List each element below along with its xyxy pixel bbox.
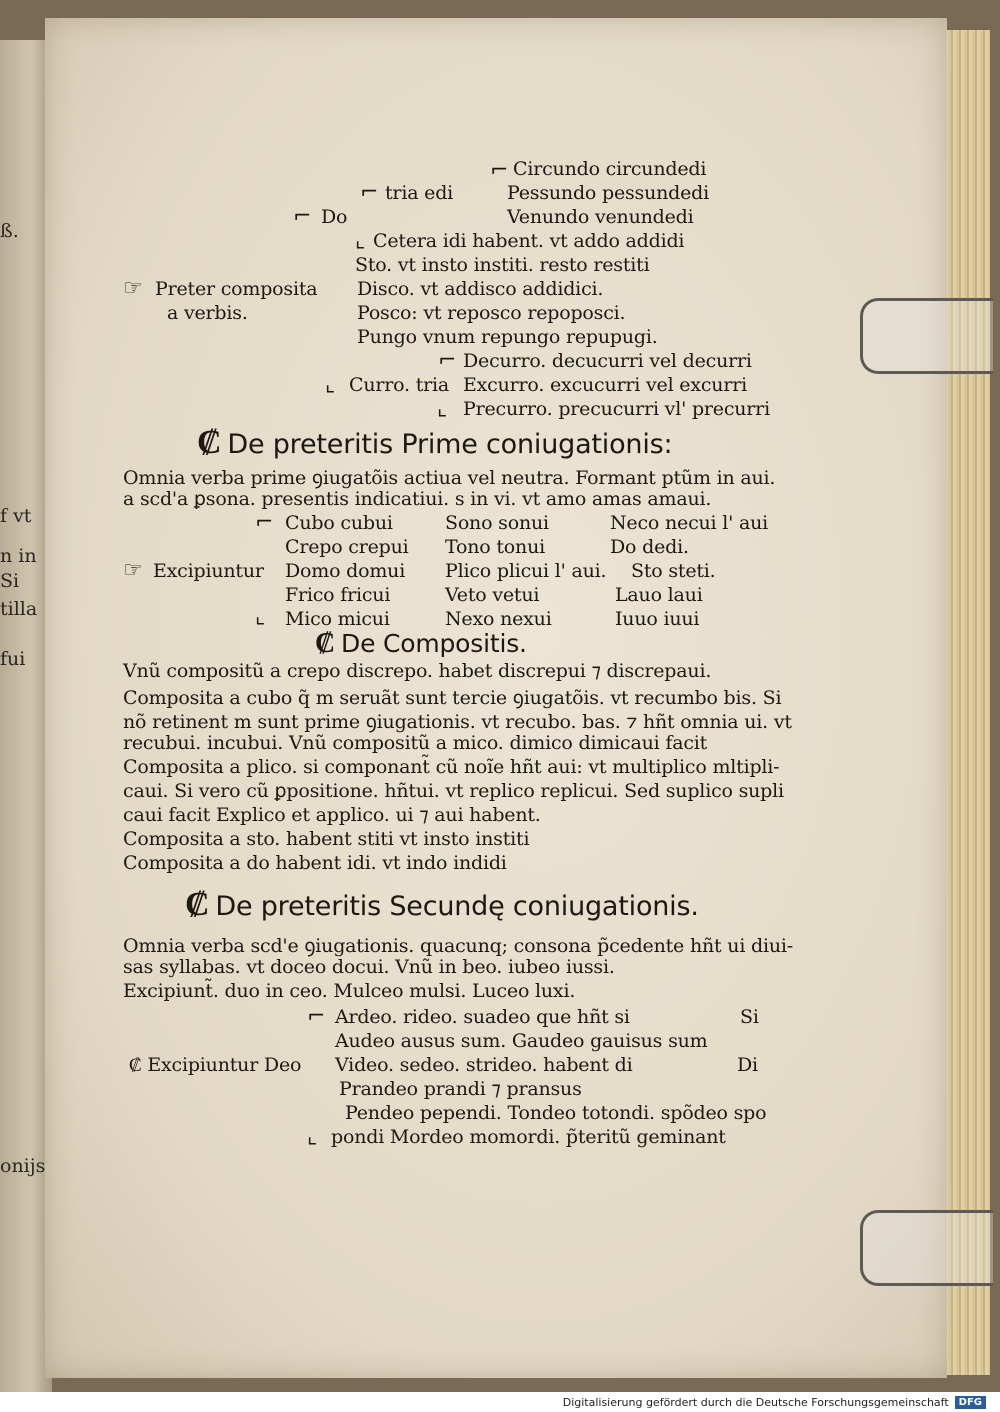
brace-icon: ⌐	[360, 180, 379, 205]
footer-bar	[0, 1392, 1000, 1412]
left-page-fragment: ß.	[0, 220, 19, 242]
pilcrow-icon: ₡	[315, 626, 336, 659]
left-page-fragment: Si	[0, 570, 20, 592]
secunde-line: Excipiunt̃. duo in ceo. Mulceo mulsi. Luceo luxi.	[123, 980, 576, 1002]
page-clip-top	[860, 298, 993, 374]
heading-text: De preteritis Secundę coniugationis.	[215, 891, 699, 922]
verb-line: Disco. vt addisco addidici.	[357, 278, 604, 300]
dfg-logo[interactable]: DFG	[955, 1396, 986, 1409]
table-cell: Frico fricui	[285, 584, 391, 606]
brace-icon: ⌐	[255, 510, 274, 535]
preter-label: Preter composita	[155, 278, 318, 300]
brace-icon: ⌐	[438, 348, 457, 373]
preter-label: a verbis.	[167, 302, 248, 324]
brace-icon: ⌞	[325, 372, 336, 397]
secunde-line: Omnia verba scd'e ꝯiugationis. quacunq; consona p̃cedente hñt ui diui-	[123, 935, 794, 957]
paragraph-line: Omnia verba prime ꝯiugatõis actiua vel neutra. Formant ptũm in aui.	[123, 467, 776, 489]
curro-line: Decurro. decucurri vel decurri	[463, 350, 752, 372]
pilcrow-icon: ₡	[197, 422, 222, 462]
margin-si: Si	[740, 1006, 759, 1028]
brace-icon: ⌞	[437, 396, 448, 421]
brace-icon: ⌐	[307, 1004, 326, 1029]
brace-icon: ⌞	[307, 1124, 318, 1149]
curro-line: Precurro. precucurri vl' precurri	[463, 398, 770, 420]
left-page-fragment: fui	[0, 648, 26, 670]
pilcrow-icon: ₡	[129, 1054, 148, 1076]
paragraph-line: a scd'a ꝑsona. presentis indicatiui. s in vi. vt amo amas amaui.	[123, 488, 712, 510]
verb-line: Posco: vt reposco repoposci.	[357, 302, 626, 324]
verb-line: Cetera idi habent. vt addo addidi	[373, 230, 685, 252]
brace-icon: ⌞	[355, 228, 366, 253]
section-heading-secunde	[185, 884, 699, 924]
section-heading-compositis	[315, 626, 527, 660]
page-edges	[940, 30, 990, 1375]
verb-line: Pungo vnum repungo repupugi.	[357, 326, 658, 348]
table-cell: Lauo laui	[615, 584, 703, 606]
margin-di: Di	[737, 1054, 758, 1076]
heading-text: De Compositis.	[341, 629, 527, 658]
verb-line: Pessundo pessundedi	[507, 182, 710, 204]
left-page-fragment: f vt	[0, 505, 32, 527]
excipiuntur-deo-text: Excipiuntur Deo	[147, 1054, 302, 1076]
footer-credit: Digitalisierung gefördert durch die Deutsche Forschungsgemeinschaft	[562, 1395, 949, 1409]
brace-icon: ⌐	[293, 204, 312, 229]
table-cell: Veto vetui	[445, 584, 540, 606]
excipiuntur-label: Excipiuntur	[153, 560, 264, 582]
compositis-line: recubui. incubui. Vnũ compositũ a mico. dimico dimicaui facit	[123, 732, 708, 754]
table-cell: Domo domui	[285, 560, 406, 582]
verb-line: Sto. vt insto institi. resto restiti	[355, 254, 650, 276]
table-cell: Neco necui l' aui	[610, 512, 769, 534]
deo-line: Ardeo. rideo. suadeo que hñt si	[335, 1006, 630, 1028]
do-sub-label: tria edi	[385, 182, 454, 204]
table-cell: Iuuo iuui	[615, 608, 700, 630]
deo-line: Audeo ausus sum. Gaudeo gauisus sum	[335, 1030, 708, 1052]
curro-label: Curro. tria	[349, 374, 450, 396]
compositis-line: Vnũ compositũ a crepo discrepo. habet discrepui ⁊ discrepaui.	[123, 660, 712, 682]
compositis-line: Composita a sto. habent stiti vt insto institi	[123, 828, 530, 850]
deo-line: Pendeo pependi. Tondeo totondi. spõdeo spo	[345, 1102, 767, 1124]
brace-icon: ⌐	[490, 158, 509, 183]
deo-line: pondi Mordeo momordi. p̃teritũ geminant	[331, 1126, 726, 1148]
compositis-line: Composita a plico. si componant̃ cũ noĩe hñt aui: vt multiplico mltipli-	[123, 756, 780, 778]
table-cell: Nexo nexui	[445, 608, 552, 630]
deo-line: Prandeo prandi ⁊ pransus	[339, 1078, 582, 1100]
left-page-fragment: tilla	[0, 598, 38, 620]
secunde-line: sas syllabas. vt doceo docui. Vnũ in beo. iubeo iussi.	[123, 956, 615, 978]
table-cell: Sto steti.	[631, 560, 716, 582]
compositis-line: caui facit Explico et applico. ui ⁊ aui habent.	[123, 804, 541, 826]
left-page-fragment: n in	[0, 545, 37, 567]
do-label: Do	[321, 206, 348, 228]
heading-text: De preteritis Prime coniugationis:	[227, 429, 673, 460]
table-cell: Do dedi.	[610, 536, 689, 558]
deo-line: Video. sedeo. strideo. habent di	[335, 1054, 633, 1076]
table-cell: Sono sonui	[445, 512, 549, 534]
table-cell: Tono tonui	[445, 536, 545, 558]
pointing-hand-icon: ☞	[123, 558, 143, 583]
brace-icon: ⌞	[255, 604, 266, 629]
table-cell: Cubo cubui	[285, 512, 393, 534]
page-clip-bottom	[860, 1210, 993, 1286]
compositis-line: caui. Si vero cũ ꝑpositione. hñtui. vt replico replicui. Sed suplico supli	[123, 780, 784, 802]
pointing-hand-icon: ☞	[123, 276, 143, 301]
book-page	[45, 18, 947, 1378]
table-cell: Crepo crepui	[285, 536, 409, 558]
excipiuntur-deo-label	[129, 1054, 301, 1077]
compositis-line: nõ retinent m sunt prime ꝯiugationis. vt recubo. bas. ⁊ hñt omnia ui. vt	[123, 711, 792, 733]
compositis-line: Composita a cubo q̃ m seruãt sunt tercie ꝯiugatõis. vt recumbo bis. Si	[123, 687, 782, 709]
pilcrow-icon: ₡	[185, 884, 210, 924]
table-cell: Mico micui	[285, 608, 390, 630]
left-page-fragment: onijs	[0, 1155, 46, 1177]
table-cell: Plico plicui l' aui.	[445, 560, 607, 582]
verb-line: Circundo circundedi	[513, 158, 707, 180]
section-heading-prime	[197, 422, 672, 462]
verb-line: Venundo venundedi	[507, 206, 694, 228]
curro-line: Excurro. excucurri vel excurri	[463, 374, 747, 396]
compositis-line: Composita a do habent idi. vt indo indidi	[123, 852, 507, 874]
